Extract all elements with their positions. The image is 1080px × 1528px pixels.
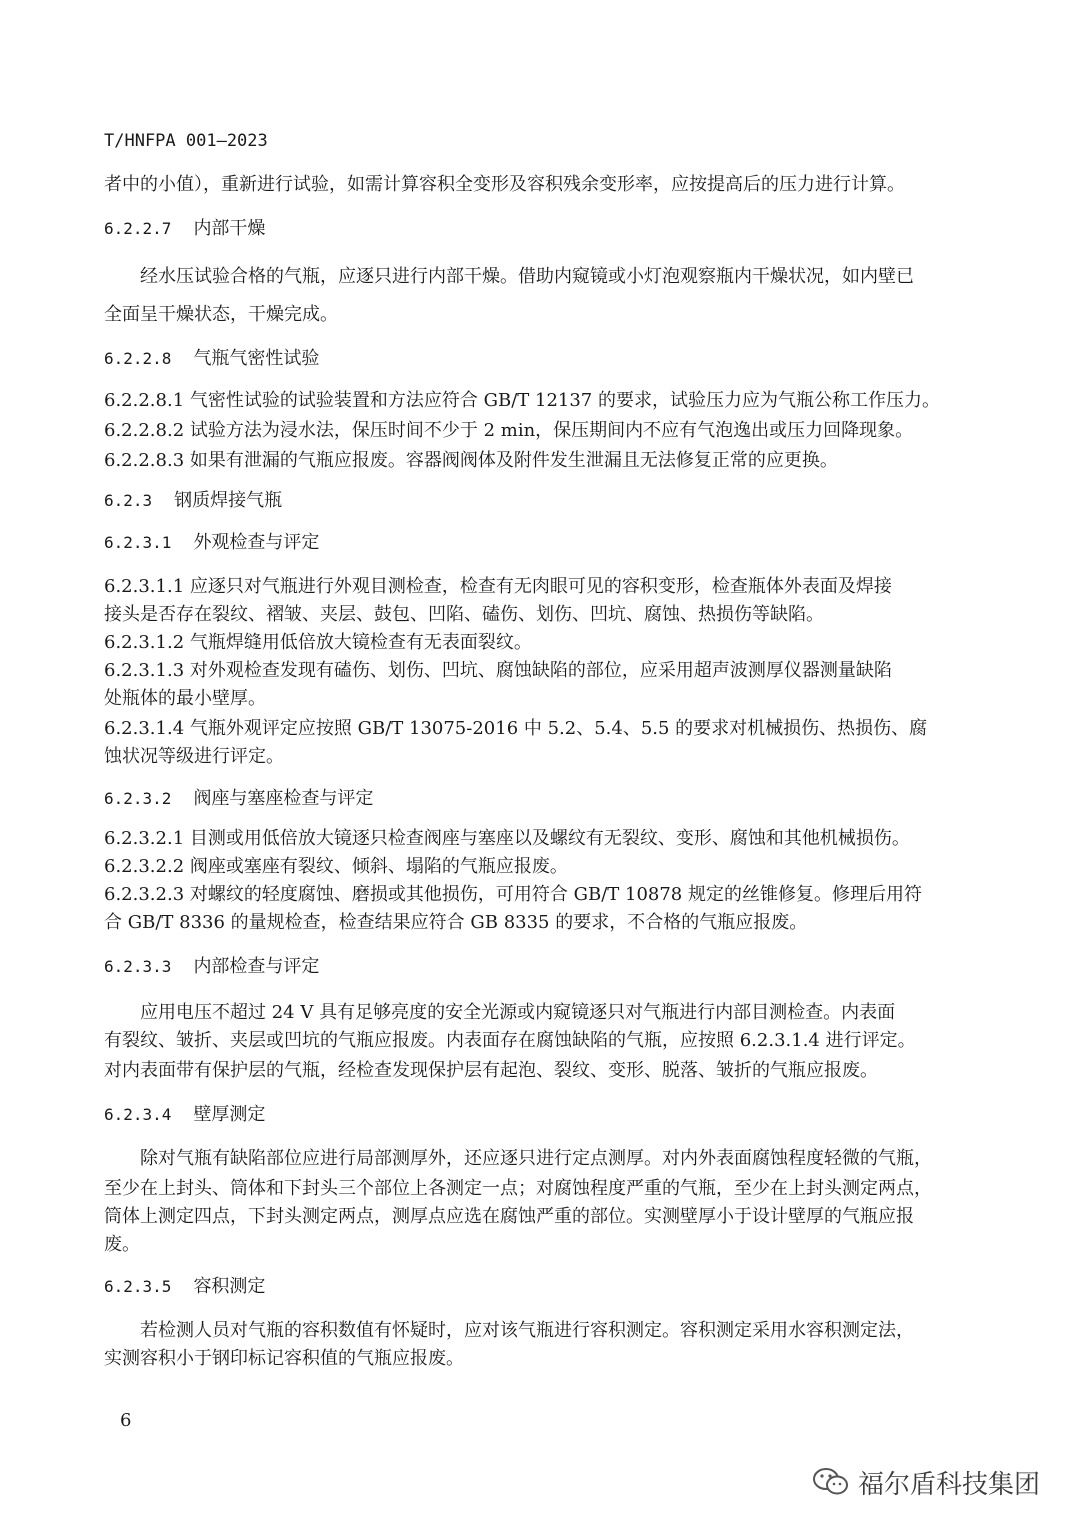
paragraph-line: 实测容积小于钢印标记容积值的气瓶应报废。 [104,1348,464,1369]
clause-line: 6.2.2.8.2 试验方法为浸水法，保压时间不少于 2 min，保压期间内不应有气泡逸出或压力回降现象。 [104,420,914,441]
paragraph-line: 对内表面带有保护层的气瓶，经检查发现保护层有起泡、裂纹、变形、脱落、皱折的气瓶应报废。 [104,1060,878,1081]
clause-line: 处瓶体的最小壁厚。 [104,688,266,709]
clause-line: 6.2.3.1.4 气瓶外观评定应按照 GB/T 13075-2016 中 5.2、5.4、5.5 的要求对机械损伤、热损伤、腐 [104,718,928,739]
section-number: 6.2.3.4 [104,1105,172,1124]
section-title: 钢质焊接气瓶 [174,490,283,511]
section-heading-6228 [104,348,319,370]
clause-line: 6.2.2.8.3 如果有泄漏的气瓶应报废。容器阀阀体及附件发生泄漏且无法修复正常的应更换。 [104,450,838,471]
clause-line: 6.2.2.8.1 气密性试验的试验装置和方法应符合 GB/T 12137 的要求，试验压力应为气瓶公称工作压力。 [104,390,940,411]
section-title: 壁厚测定 [193,1104,266,1125]
wechat-icon [812,1466,850,1498]
clause-line: 6.2.3.2.1 目测或用低倍放大镜逐只检查阀座与塞座以及螺纹有无裂纹、变形、腐蚀和其他机械损伤。 [104,828,910,849]
section-title: 内部干燥 [193,218,266,239]
document-id: T/HNFPA 001—2023 [104,131,268,151]
clause-line: 6.2.3.2.2 阀座或塞座有裂纹、倾斜、塌陷的气瓶应报废。 [104,856,568,877]
clause-line: 6.2.3.2.3 对螺纹的轻度腐蚀、磨损或其他损伤，可用符合 GB/T 10878 规定的丝锥修复。修理后用符 [104,884,922,905]
clause-line: 6.2.3.1.2 气瓶焊缝用低倍放大镜检查有无表面裂纹。 [104,632,532,653]
section-heading-6231 [104,532,319,554]
clause-line: 蚀状况等级进行评定。 [104,746,284,767]
clause-line: 6.2.3.1.3 对外观检查发现有磕伤、划伤、凹坑、腐蚀缺陷的部位，应采用超声波测厚仪器测量缺陷 [104,660,892,681]
section-number: 6.2.2.8 [104,349,172,368]
paragraph-line: 经水压试验合格的气瓶，应逐只进行内部干燥。借助内窥镜或小灯泡观察瓶内干燥状况，如内壁已 [140,266,914,287]
page-number: 6 [120,1410,132,1431]
section-title: 气瓶气密性试验 [193,348,320,369]
section-number: 6.2.2.7 [104,219,172,238]
paragraph-line: 有裂纹、皱折、夹层或凹坑的气瓶应报废。内表面存在腐蚀缺陷的气瓶，应按照 6.2.3.1.4 进行评定。 [104,1030,916,1051]
paragraph-line: 若检测人员对气瓶的容积数值有怀疑时，应对该气瓶进行容积测定。容积测定采用水容积测定法， [140,1320,914,1341]
section-heading-6232 [104,788,373,810]
watermark [812,1462,1040,1502]
section-heading-6235 [104,1276,265,1298]
paragraph-line: 者中的小值），重新进行试验，如需计算容积全变形及容积残余变形率，应按提高后的压力进行计算。 [104,174,905,195]
clause-line: 接头是否存在裂纹、褶皱、夹层、鼓包、凹陷、磕伤、划伤、凹坑、腐蚀、热损伤等缺陷。 [104,604,824,625]
clause-line: 合 GB/T 8336 的量规检查，检查结果应符合 GB 8335 的要求，不合格的气瓶应报废。 [104,912,808,933]
section-number: 6.2.3.5 [104,1277,172,1296]
clause-line: 6.2.3.1.1 应逐只对气瓶进行外观目测检查，检查有无肉眼可见的容积变形，检查瓶体外表面及焊接 [104,576,892,597]
paragraph-line: 除对气瓶有缺陷部位应进行局部测厚外，还应逐只进行定点测厚。对内外表面腐蚀程度轻微的气瓶， [140,1148,932,1169]
paragraph-line: 废。 [104,1234,140,1255]
section-heading-6227 [104,218,265,240]
section-title: 容积测定 [193,1276,266,1297]
paragraph-line: 应用电压不超过 24 V 具有足够亮度的安全光源或内窥镜逐只对气瓶进行内部目测检查。内表面 [140,1002,896,1023]
section-title: 外观检查与评定 [193,532,320,553]
section-number: 6.2.3.1 [104,533,172,552]
paragraph-line: 至少在上封头、筒体和下封头三个部位上各测定一点；对腐蚀程度严重的气瓶，至少在上封头测定两点， [104,1178,932,1199]
section-number: 6.2.3.3 [104,957,172,976]
section-title: 内部检查与评定 [193,956,320,977]
section-heading-623 [104,490,282,512]
paragraph-line: 全面呈干燥状态，干燥完成。 [104,304,338,325]
section-heading-6234 [104,1104,265,1126]
section-number: 6.2.3 [104,491,153,510]
section-number: 6.2.3.2 [104,789,172,808]
watermark-text: 福尔盾科技集团 [858,1469,1041,1500]
section-heading-6233 [104,956,319,978]
paragraph-line: 筒体上测定四点，下封头测定两点，测厚点应选在腐蚀严重的部位。实测壁厚小于设计壁厚的气瓶应报 [104,1206,914,1227]
section-title: 阀座与塞座检查与评定 [193,788,374,809]
